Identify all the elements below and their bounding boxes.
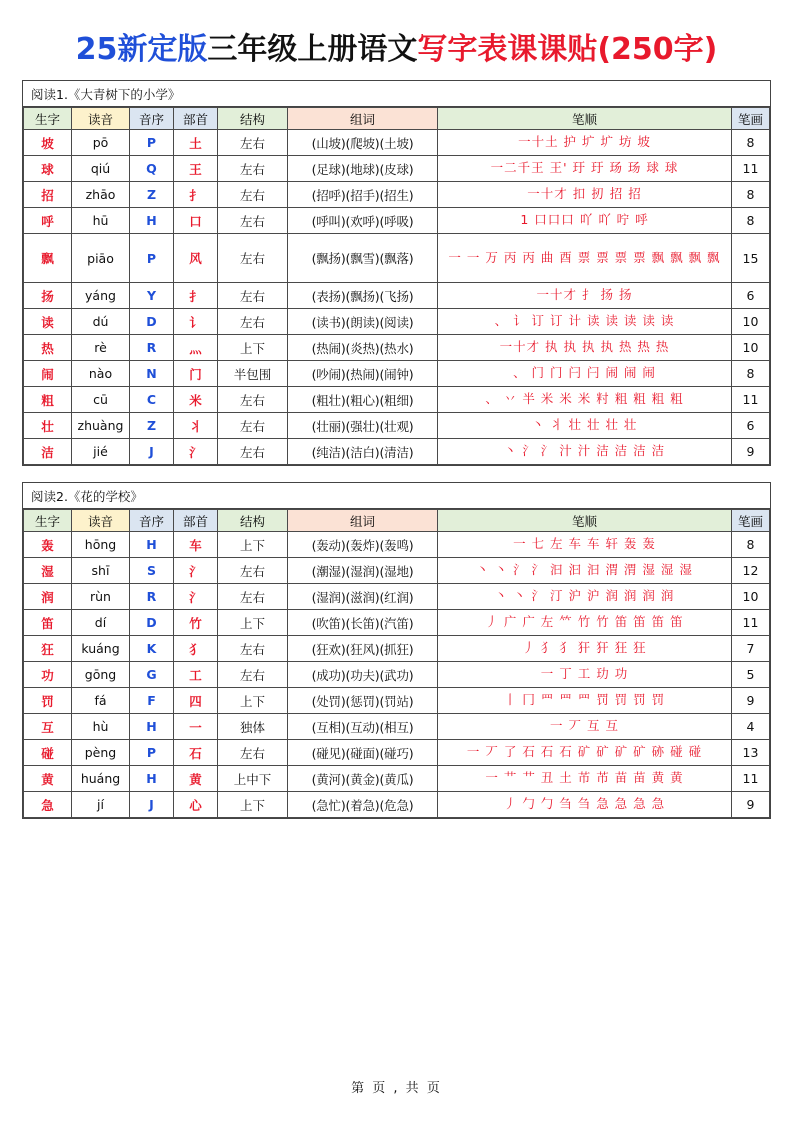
table-row (24, 532, 770, 558)
cell-initial: Z (130, 413, 174, 439)
col-header-radical: 部首 (174, 108, 218, 130)
cell-radical: 车 (174, 532, 218, 558)
cell-stroke-order: 一 七 左 车 车 轩 轰 轰 (438, 532, 732, 558)
cell-words: (互相)(互动)(相互) (288, 714, 438, 740)
table-row (24, 361, 770, 387)
cell-stroke-order: 一 艹 艹 丑 土 芇 芇 苗 苗 黄 黄 (438, 766, 732, 792)
cell-stroke-count: 9 (732, 439, 770, 465)
cell-stroke-order: 丶 丶 氵 氵 汩 汩 汩 渭 渭 湿 湿 湿 (438, 558, 732, 584)
cell-structure: 左右 (218, 740, 288, 766)
cell-radical: 风 (174, 234, 218, 283)
title-segment-black: 三年级上册语文 (207, 32, 418, 67)
cell-words: (纯洁)(洁白)(清洁) (288, 439, 438, 465)
cell-stroke-count: 6 (732, 413, 770, 439)
cell-words: (山坡)(爬坡)(土坡) (288, 130, 438, 156)
cell-stroke-count: 15 (732, 234, 770, 283)
cell-pinyin: piāo (72, 234, 130, 283)
cell-stroke-order: 丶 氵 氵 汁 汁 洁 洁 洁 洁 (438, 439, 732, 465)
cell-pinyin: zhuàng (72, 413, 130, 439)
col-header-structure: 结构 (218, 510, 288, 532)
cell-radical: 氵 (174, 558, 218, 584)
cell-structure: 左右 (218, 208, 288, 234)
cell-radical: 竹 (174, 610, 218, 636)
cell-stroke-order: 一 丁 工 玏 功 (438, 662, 732, 688)
col-header-strokecount: 笔画 (732, 510, 770, 532)
cell-structure: 左右 (218, 156, 288, 182)
cell-stroke-count: 7 (732, 636, 770, 662)
cell-structure: 独体 (218, 714, 288, 740)
cell-initial: H (130, 208, 174, 234)
cell-stroke-count: 11 (732, 610, 770, 636)
cell-character: 湿 (24, 558, 72, 584)
cell-stroke-order: 、 讠 订 订 计 读 读 读 读 读 (438, 309, 732, 335)
col-header-words: 组词 (288, 108, 438, 130)
cell-initial: H (130, 714, 174, 740)
table-row (24, 662, 770, 688)
cell-pinyin: gōng (72, 662, 130, 688)
section-1-table (23, 107, 770, 465)
cell-stroke-order: 一 一 万 丙 丙 曲 酉 票 票 票 票 飘 飘 飘 飘 (438, 234, 732, 283)
cell-words: (轰动)(轰炸)(轰鸣) (288, 532, 438, 558)
cell-structure: 左右 (218, 584, 288, 610)
cell-words: (足球)(地球)(皮球) (288, 156, 438, 182)
cell-structure: 左右 (218, 439, 288, 465)
cell-character: 扬 (24, 283, 72, 309)
cell-structure: 上下 (218, 532, 288, 558)
table-row (24, 156, 770, 182)
title-segment-red: 写字表课课贴(250字) (417, 32, 718, 67)
cell-initial: F (130, 688, 174, 714)
cell-structure: 上下 (218, 335, 288, 361)
cell-radical: 工 (174, 662, 218, 688)
cell-words: (潮湿)(湿润)(湿地) (288, 558, 438, 584)
cell-words: (碰见)(碰面)(碰巧) (288, 740, 438, 766)
page-title (22, 24, 771, 68)
table-row (24, 309, 770, 335)
cell-character: 闹 (24, 361, 72, 387)
cell-words: (表扬)(飘扬)(飞扬) (288, 283, 438, 309)
cell-pinyin: cū (72, 387, 130, 413)
cell-pinyin: fá (72, 688, 130, 714)
cell-stroke-count: 8 (732, 208, 770, 234)
cell-pinyin: shī (72, 558, 130, 584)
cell-stroke-count: 11 (732, 156, 770, 182)
cell-words: (壮丽)(强壮)(壮观) (288, 413, 438, 439)
cell-initial: P (130, 130, 174, 156)
cell-character: 粗 (24, 387, 72, 413)
cell-stroke-order: 一十土 护 圹 圹 坊 坡 (438, 130, 732, 156)
cell-words: (急忙)(着急)(危急) (288, 792, 438, 818)
cell-character: 轰 (24, 532, 72, 558)
cell-character: 招 (24, 182, 72, 208)
cell-stroke-order: 一十才 执 执 执 执 热 热 热 (438, 335, 732, 361)
cell-character: 罚 (24, 688, 72, 714)
cell-character: 碰 (24, 740, 72, 766)
col-header-character: 生字 (24, 510, 72, 532)
page-footer: 第 页 , 共 页 (351, 1081, 442, 1096)
table-header-row (24, 108, 770, 130)
col-header-initial: 音序 (130, 108, 174, 130)
cell-words: (吵闹)(热闹)(闹钟) (288, 361, 438, 387)
cell-stroke-order: 1 口口口 吖 吖 咛 呼 (438, 208, 732, 234)
cell-stroke-count: 11 (732, 387, 770, 413)
cell-pinyin: zhāo (72, 182, 130, 208)
cell-structure: 上中下 (218, 766, 288, 792)
cell-stroke-order: 丿 勹 勹 刍 刍 急 急 急 急 (438, 792, 732, 818)
cell-stroke-count: 9 (732, 688, 770, 714)
cell-stroke-order: 丶 丶 氵 汀 沪 沪 润 润 润 润 (438, 584, 732, 610)
cell-stroke-count: 6 (732, 283, 770, 309)
cell-structure: 左右 (218, 636, 288, 662)
cell-structure: 左右 (218, 387, 288, 413)
cell-radical: 丬 (174, 413, 218, 439)
cell-initial: J (130, 439, 174, 465)
cell-stroke-order: 、 丷 半 米 米 米 籿 粗 粗 粗 粗 (438, 387, 732, 413)
cell-character: 互 (24, 714, 72, 740)
cell-radical: 门 (174, 361, 218, 387)
cell-structure: 左右 (218, 662, 288, 688)
cell-initial: D (130, 610, 174, 636)
cell-stroke-count: 8 (732, 532, 770, 558)
cell-stroke-count: 10 (732, 584, 770, 610)
cell-radical: 米 (174, 387, 218, 413)
cell-pinyin: kuáng (72, 636, 130, 662)
cell-pinyin: yáng (72, 283, 130, 309)
col-header-pinyin: 读音 (72, 510, 130, 532)
cell-radical: 黄 (174, 766, 218, 792)
section-2-table (23, 509, 770, 818)
cell-pinyin: hù (72, 714, 130, 740)
cell-words: (热闹)(炎热)(热水) (288, 335, 438, 361)
title-segment-blue: 25新定版 (75, 32, 208, 67)
cell-pinyin: jí (72, 792, 130, 818)
cell-structure: 左右 (218, 413, 288, 439)
cell-structure: 上下 (218, 688, 288, 714)
cell-structure: 上下 (218, 792, 288, 818)
table-row (24, 439, 770, 465)
cell-radical: 扌 (174, 283, 218, 309)
cell-structure: 左右 (218, 182, 288, 208)
cell-words: (粗壮)(粗心)(粗细) (288, 387, 438, 413)
cell-stroke-order: 一 丆 互 互 (438, 714, 732, 740)
cell-stroke-count: 12 (732, 558, 770, 584)
cell-character: 球 (24, 156, 72, 182)
cell-pinyin: hōng (72, 532, 130, 558)
cell-initial: D (130, 309, 174, 335)
cell-words: (狂欢)(狂风)(抓狂) (288, 636, 438, 662)
cell-pinyin: hū (72, 208, 130, 234)
cell-character: 急 (24, 792, 72, 818)
table-row (24, 714, 770, 740)
table-row (24, 740, 770, 766)
cell-radical: 氵 (174, 439, 218, 465)
cell-structure: 半包围 (218, 361, 288, 387)
cell-pinyin: jié (72, 439, 130, 465)
cell-character: 润 (24, 584, 72, 610)
cell-radical: 一 (174, 714, 218, 740)
cell-radical: 灬 (174, 335, 218, 361)
table-row (24, 610, 770, 636)
cell-character: 洁 (24, 439, 72, 465)
cell-stroke-count: 8 (732, 130, 770, 156)
cell-character: 壮 (24, 413, 72, 439)
cell-radical: 心 (174, 792, 218, 818)
table-row (24, 130, 770, 156)
cell-words: (处罚)(惩罚)(罚站) (288, 688, 438, 714)
cell-words: (读书)(朗读)(阅读) (288, 309, 438, 335)
cell-stroke-order: 丿 广 广 左 𥫗 竹 竹 笛 笛 笛 笛 (438, 610, 732, 636)
cell-radical: 四 (174, 688, 218, 714)
cell-initial: P (130, 234, 174, 283)
cell-pinyin: pō (72, 130, 130, 156)
cell-stroke-order: 丨 冂 罒 罒 罒 罚 罚 罚 罚 (438, 688, 732, 714)
cell-radical: 土 (174, 130, 218, 156)
col-header-words: 组词 (288, 510, 438, 532)
cell-character: 功 (24, 662, 72, 688)
cell-character: 狂 (24, 636, 72, 662)
cell-stroke-order: 一 丆 了 石 石 石 矿 矿 矿 矿 硛 碰 碰 (438, 740, 732, 766)
cell-radical: 犭 (174, 636, 218, 662)
cell-pinyin: dí (72, 610, 130, 636)
cell-words: (招呼)(招手)(招生) (288, 182, 438, 208)
cell-stroke-order: 一十才 扌 扬 扬 (438, 283, 732, 309)
cell-initial: R (130, 584, 174, 610)
table-row (24, 413, 770, 439)
cell-character: 热 (24, 335, 72, 361)
cell-initial: J (130, 792, 174, 818)
cell-radical: 讠 (174, 309, 218, 335)
cell-pinyin: huáng (72, 766, 130, 792)
cell-stroke-count: 8 (732, 182, 770, 208)
cell-character: 笛 (24, 610, 72, 636)
cell-stroke-count: 5 (732, 662, 770, 688)
table-row (24, 234, 770, 283)
cell-pinyin: nào (72, 361, 130, 387)
table-row (24, 558, 770, 584)
cell-stroke-count: 8 (732, 361, 770, 387)
section-1-heading: 阅读1.《大青树下的小学》 (23, 81, 770, 107)
cell-stroke-order: 一十才 扣 扨 招 招 (438, 182, 732, 208)
cell-stroke-order: 一二千王 王' 玗 玗 玚 玚 球 球 (438, 156, 732, 182)
table-row (24, 387, 770, 413)
cell-words: (黄河)(黄金)(黄瓜) (288, 766, 438, 792)
cell-initial: C (130, 387, 174, 413)
table-row (24, 283, 770, 309)
cell-pinyin: rè (72, 335, 130, 361)
cell-initial: R (130, 335, 174, 361)
cell-stroke-order: 、 门 门 闩 闩 闹 闹 闹 (438, 361, 732, 387)
cell-initial: K (130, 636, 174, 662)
cell-structure: 左右 (218, 283, 288, 309)
cell-structure: 左右 (218, 130, 288, 156)
cell-initial: Q (130, 156, 174, 182)
section-2 (22, 482, 771, 819)
col-header-structure: 结构 (218, 108, 288, 130)
cell-character: 飘 (24, 234, 72, 283)
cell-initial: H (130, 766, 174, 792)
col-header-strokeorder: 笔顺 (438, 108, 732, 130)
cell-radical: 扌 (174, 182, 218, 208)
table-row (24, 688, 770, 714)
col-header-character: 生字 (24, 108, 72, 130)
cell-stroke-count: 11 (732, 766, 770, 792)
cell-pinyin: pèng (72, 740, 130, 766)
cell-initial: N (130, 361, 174, 387)
table-row (24, 335, 770, 361)
cell-radical: 氵 (174, 584, 218, 610)
cell-stroke-order: 丿 犭 犭 犴 犴 狂 狂 (438, 636, 732, 662)
table-row (24, 182, 770, 208)
cell-stroke-order: 丶 丬 壮 壮 壮 壮 (438, 413, 732, 439)
cell-initial: G (130, 662, 174, 688)
cell-stroke-count: 4 (732, 714, 770, 740)
cell-structure: 左右 (218, 234, 288, 283)
cell-radical: 石 (174, 740, 218, 766)
cell-pinyin: dú (72, 309, 130, 335)
col-header-initial: 音序 (130, 510, 174, 532)
cell-pinyin: rùn (72, 584, 130, 610)
cell-character: 黄 (24, 766, 72, 792)
table-header-row (24, 510, 770, 532)
col-header-strokeorder: 笔顺 (438, 510, 732, 532)
col-header-pinyin: 读音 (72, 108, 130, 130)
table-row (24, 584, 770, 610)
cell-words: (飘扬)(飘雪)(飘落) (288, 234, 438, 283)
cell-initial: Y (130, 283, 174, 309)
section-1 (22, 80, 771, 466)
cell-words: (吹笛)(长笛)(汽笛) (288, 610, 438, 636)
col-header-strokecount: 笔画 (732, 108, 770, 130)
cell-words: (湿润)(滋润)(红润) (288, 584, 438, 610)
table-row (24, 792, 770, 818)
cell-words: (呼叫)(欢呼)(呼吸) (288, 208, 438, 234)
cell-radical: 口 (174, 208, 218, 234)
cell-initial: Z (130, 182, 174, 208)
cell-stroke-count: 10 (732, 335, 770, 361)
cell-radical: 王 (174, 156, 218, 182)
cell-initial: S (130, 558, 174, 584)
cell-pinyin: qiú (72, 156, 130, 182)
cell-stroke-count: 10 (732, 309, 770, 335)
table-row (24, 766, 770, 792)
table-row (24, 208, 770, 234)
cell-structure: 左右 (218, 558, 288, 584)
cell-character: 呼 (24, 208, 72, 234)
cell-initial: P (130, 740, 174, 766)
cell-structure: 上下 (218, 610, 288, 636)
section-2-heading: 阅读2.《花的学校》 (23, 483, 770, 509)
cell-structure: 左右 (218, 309, 288, 335)
cell-character: 坡 (24, 130, 72, 156)
cell-stroke-count: 13 (732, 740, 770, 766)
cell-initial: H (130, 532, 174, 558)
table-row (24, 636, 770, 662)
cell-character: 读 (24, 309, 72, 335)
cell-words: (成功)(功夫)(武功) (288, 662, 438, 688)
col-header-radical: 部首 (174, 510, 218, 532)
cell-stroke-count: 9 (732, 792, 770, 818)
